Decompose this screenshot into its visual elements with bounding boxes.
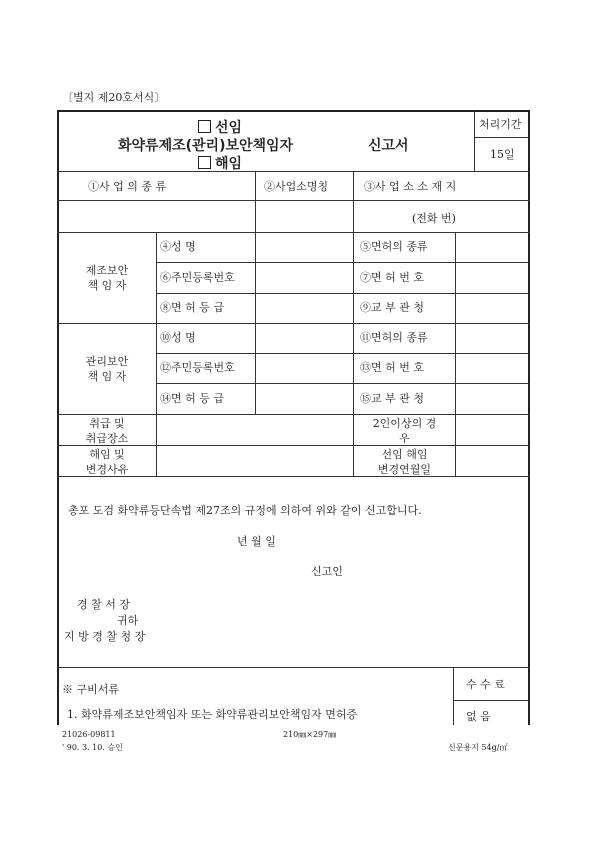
checkbox-icon[interactable] (198, 120, 211, 133)
mfg-license-grade-label: ⑧면 허 등 급 (160, 301, 224, 314)
mgmt-issuer-label: ⑮교 부 관 청 (360, 392, 424, 405)
business-name-label: ②사업소명칭 (264, 180, 329, 193)
approval-date: ' 90. 3. 10. 승인 (62, 743, 123, 752)
mfg-name-field[interactable] (256, 233, 352, 261)
form-title: 화약류제조(관리)보안책임자 (118, 138, 294, 154)
reporter-label: 신고인 (311, 565, 343, 578)
checkbox-icon[interactable] (198, 156, 211, 169)
mfg-license-grade-field[interactable] (256, 294, 352, 322)
mgmt-license-type-field[interactable] (456, 324, 527, 352)
phone-label: (전화 번) (412, 212, 456, 225)
multiple-persons-field[interactable] (456, 415, 527, 444)
mfg-license-type-label: ⑤면허의 종류 (360, 240, 428, 253)
required-document-item: 1. 화약류제조보안책임자 또는 화약류관리보안책임자 면허증 (67, 708, 358, 721)
declaration-statement: 총포 도검 화약류등단속법 제27조의 규정에 의하여 위와 같이 신고합니다. (68, 504, 422, 517)
form-title-suffix: 신고서 (368, 138, 409, 154)
handling-label: 취급 및 취급장소 (85, 417, 129, 445)
mgmt-license-no-label: ⑬면 허 번 호 (360, 361, 424, 374)
mgmt-name-field[interactable] (256, 324, 352, 352)
mgmt-resident-no-label: ⑫주민등록번호 (160, 361, 235, 374)
mgmt-officer-label: 관리보안 책 임 자 (85, 355, 129, 383)
form-number: 〔별지 제20호서식〕 (62, 91, 166, 104)
fee-value: 없 음 (466, 710, 491, 723)
paper-size: 210㎜×297㎜ (283, 730, 337, 739)
fee-label: 수 수 료 (466, 678, 505, 691)
police-chief-label: 경 찰 서 장 (77, 598, 130, 611)
mgmt-resident-no-field[interactable] (256, 354, 352, 382)
mfg-license-no-field[interactable] (456, 263, 527, 292)
business-type-field[interactable] (59, 201, 254, 231)
business-name-field[interactable] (256, 201, 352, 231)
change-date-label: 선임 해임 변경연월일 (377, 448, 432, 476)
mfg-name-label: ④성 명 (160, 240, 196, 253)
mfg-license-type-field[interactable] (456, 233, 527, 261)
change-reason-label: 해임 및 변경사유 (85, 448, 129, 476)
date-line: 년 월 일 (237, 535, 276, 548)
regional-chief-label: 지 방 경 찰 청 장 (64, 630, 146, 643)
business-address-label: ③사 업 소 소 재 지 (364, 180, 457, 193)
mgmt-issuer-field[interactable] (456, 384, 527, 413)
appoint-checkbox-label[interactable]: 선임 (198, 117, 242, 137)
processing-time-label: 처리기간 (479, 118, 522, 131)
mgmt-license-grade-label: ⑭면 허 등 급 (160, 392, 224, 405)
mfg-issuer-label: ⑨교 부 관 청 (360, 301, 424, 314)
business-type-label: ①사 업 의 종 류 (88, 180, 167, 193)
mfg-resident-no-label: ⑥주민등록번호 (160, 271, 235, 284)
required-documents-heading: ※ 구비서류 (62, 683, 120, 696)
mfg-issuer-field[interactable] (456, 294, 527, 322)
change-date-field[interactable] (456, 446, 527, 475)
mgmt-license-no-field[interactable] (456, 354, 527, 382)
mfg-resident-no-field[interactable] (256, 263, 352, 292)
processing-time-value: 15일 (490, 148, 515, 161)
mfg-officer-label: 제조보안 책 임 자 (85, 264, 129, 292)
multiple-persons-label: 2인이상의 경 우 (372, 417, 437, 445)
mfg-license-no-label: ⑦면 허 번 호 (360, 271, 424, 284)
honorific-label: 귀하 (117, 614, 139, 627)
mgmt-name-label: ⑩성 명 (160, 331, 196, 344)
form-code: 21026-09811 (62, 730, 116, 739)
dismiss-checkbox-label[interactable]: 해임 (198, 153, 242, 173)
handling-field[interactable] (157, 415, 352, 444)
paper-type: 신문용지 54g/㎡ (448, 743, 508, 752)
mgmt-license-grade-field[interactable] (256, 384, 352, 413)
change-reason-field[interactable] (157, 446, 352, 475)
mgmt-license-type-label: ⑪면허의 종류 (360, 331, 428, 344)
